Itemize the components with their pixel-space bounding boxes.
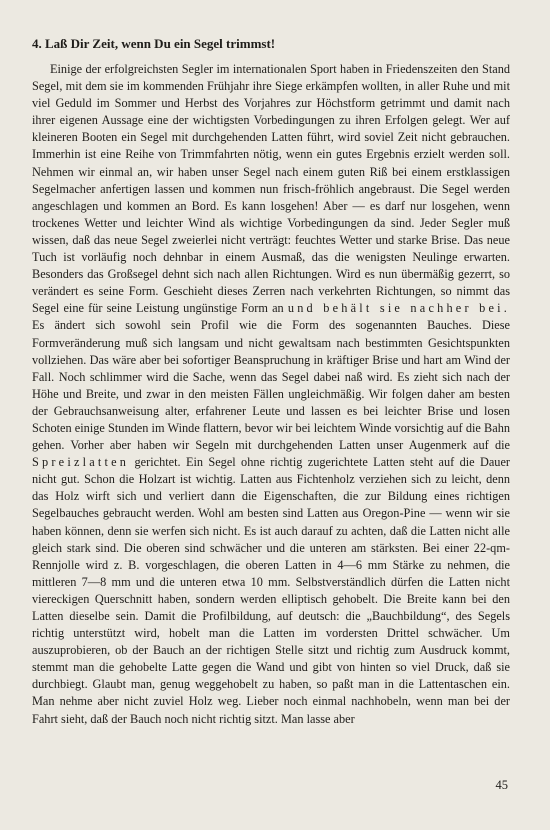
body-paragraph [32,61,510,728]
emphasis-spaced-2: Spreizlatten [32,455,130,470]
paragraph-text-3: gerichtet. Ein Segel ohne richtig zugerichtete Latten steht auf die Dauer nicht gut. Schon die Holzart ist wichtig. Latten aus Fichtenholz verziehen sich zu leicht, denn das Holz wirft sich und verliert dann die Eigenschaften, die zur Bildung eines richtigen Segelbauches gebraucht werden. Wohl am besten sind Latten aus Oregon-Pine — wenn wir sie haben können, denn sie werfen sich nicht. Es ist auch darauf zu achten, daß die Latten nicht alle gleich stark sind. Die oberen sind schwächer und die unteren am stärksten. Bei einer 22-qm-Rennjolle wird z. B. vorgeschlagen, die oberen Latten in 4—6 mm Stärke zu nehmen, die mittleren 7—8 mm und die unteren etwa 10 mm. Selbstverständlich dürfen die Latten nicht viereckigen Querschnitt haben, sondern werden elliptisch gehobelt. Die Breite kann bei den Latten dieselbe sein. Damit die Profilbildung, auf deutsch: die „Bauchbildung“, des Segels richtig unterstützt wird, hobelt man die Latten im vordersten Drittel schwächer. Um auszuprobieren, ob der Bauch an der richtigen Stelle sitzt und richtig zum Ausdruck kommt, stemmt man die gehobelte Latte gegen die Wand und gibt von hinten so viel Druck, daß sie durchbiegt. Glaubt man, genug weggehobelt zu haben, so paßt man in die Lattentaschen ein. Man nehme aber nicht zuviel Holz weg. Lieber noch einmal nachhobeln, wenn man bei der Fahrt sieht, daß der Bauch noch nicht richtig sitzt. Man lasse aber [32,455,510,726]
paragraph-text-1: Einige der erfolgreichsten Segler im internationalen Sport haben in Friedenszeiten den Stand Segel, mit dem sie im kommenden Frühjahr ihre Siege erkämpfen wollten, in aller Ruhe und mit viel Geduld im Sommer und Herbst des Vorjahres zur Höchstform getrimmt und damit nach ihrer eigenen Aussage eine der wichtigsten Vorbedingungen zu ihren Erfolgen gelegt. Wer auf kleineren Booten ein Segel mit durchgehenden Latten führt, wird soviel Zeit nicht gebrauchen. Immerhin ist eine Reihe von Trimmfahrten nötig, wenn ein gutes Ergebnis erzielt werden soll. Nehmen wir einmal an, wir haben unser Segel nach einem guten Riß bei einem erstklassigen Segelmacher anfertigen lassen und kommen nun frisch-fröhlich angebraust. Die Segel werden angeschlagen und kommen an Bord. Es kann losgehen! Aber — es darf nur losgehen, wenn trockenes Wetter und leichter Wind als wichtige Vorbedingungen da sind. Jeder Segler muß wissen, daß das neue Segel zweierlei nicht verträgt: feuchtes Wetter und starke Brise. Das neue Tuch ist vorläufig noch dehnbar in einem Ausmaß, das die wenigsten Neulinge erwarten. Besonders das Großsegel dehnt sich nach allen Richtungen. Wird es nun übermäßig gezerrt, so verändert es seine Form. Geschieht dieses Zerren nach verkehrten Richtungen, so nimmt das Segel eine für seine Leistung ungünstige Form an [32,62,510,316]
page-number: 45 [495,778,508,792]
paragraph-text-2: Es ändert sich sowohl sein Profil wie die Form des sogenannten Bauches. Diese Formveränderung muß sich langsam und nicht gewaltsam nach bestimmten Gesichtspunkten vollziehen. Das wäre aber bei sofortiger Beanspruchung in kräftiger Brise und hart am Wind der Fall. Noch schlimmer wird die Sache, wenn das Segel dabei naß wird. Es zieht sich nach der Höhe und Breite, und zwar in den meisten Fällen ungleichmäßig. Wir folgen daher am besten der Gebrauchsanweisung alter, erfahrener Leute und lassen es bei leichter Brise und losen Schoten einige Stunden im Winde flattern, bevor wir bei leichtem Winde vorsichtig auf die Bahn gehen. Vorher aber haben wir Segeln mit durchgehenden Latten unser Augenmerk auf die [32,318,510,453]
emphasis-spaced-1: und behält sie nachher bei. [287,301,510,316]
section-heading: 4. Laß Dir Zeit, wenn Du ein Segel trimmst! [32,36,276,51]
